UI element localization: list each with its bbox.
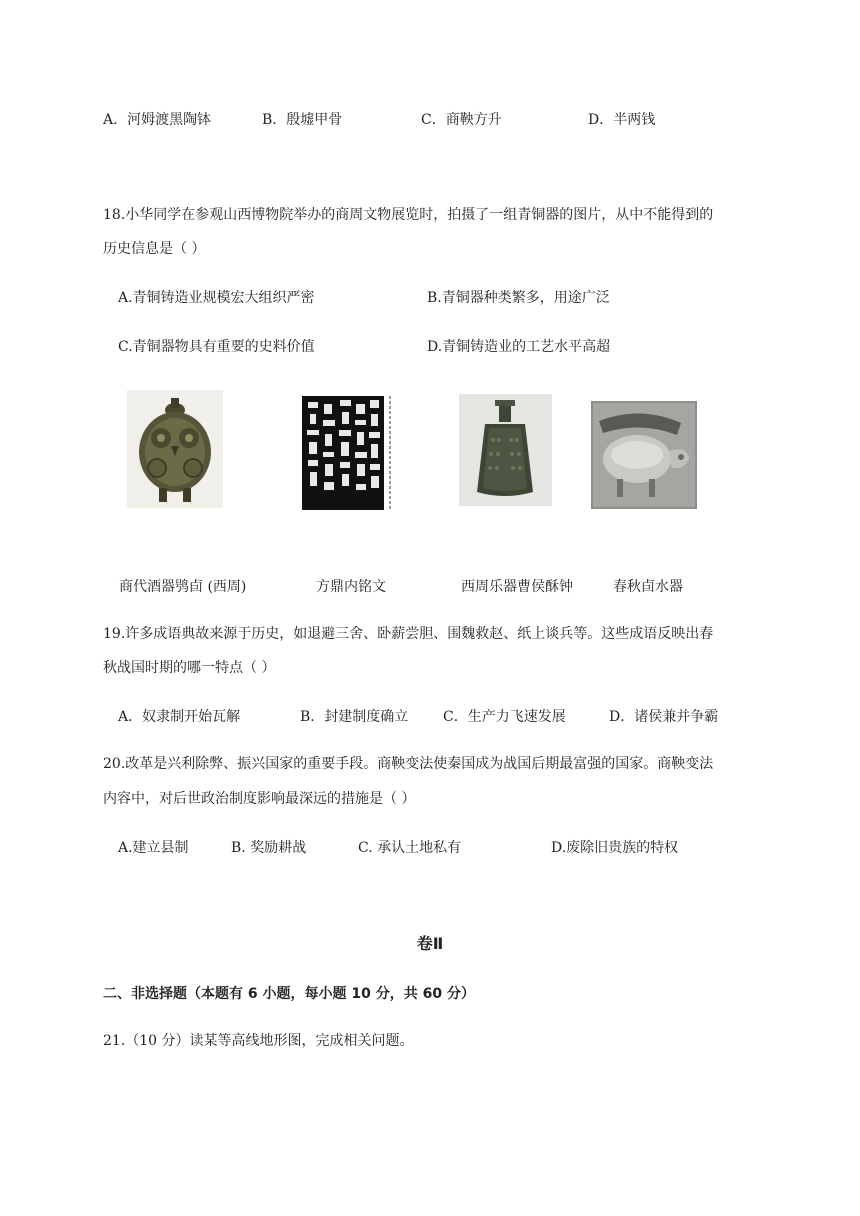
owl-wine-vessel-image <box>127 390 223 508</box>
volume-title: 卷Ⅱ <box>416 934 444 953</box>
bronze-bell-image <box>459 394 552 506</box>
q20-option-d: D.废除旧贵族的特权 <box>551 840 679 856</box>
q19-option-b: B．封建制度确立 <box>300 709 409 725</box>
q18-option-a: A.青铜铸造业规模宏大组织严密 <box>118 290 315 306</box>
q18-option-c: C.青铜器物具有重要的史料价值 <box>118 339 315 355</box>
q20-option-a: A.建立县制 <box>118 840 189 856</box>
q19-option-a: A．奴隶制开始瓦解 <box>118 709 241 725</box>
q19-stem-line1: 19.许多成语典故来源于历史，如退避三舍、卧薪尝胆、围魏救赵、纸上谈兵等。这些成语反映出春 <box>103 626 714 642</box>
q18-option-d: D.青铜铸造业的工艺水平高超 <box>427 339 611 355</box>
q18-stem-line2: 历史信息是（ ） <box>103 241 206 257</box>
q18-option-b: B.青铜器种类繁多，用途广泛 <box>427 290 610 306</box>
water-vessel-image <box>591 401 697 509</box>
image-caption: 春秋卣水器 <box>613 579 683 595</box>
q19-option-c: C．生产力飞速发展 <box>443 709 566 725</box>
image-caption: 西周乐器曹侯酥钟 <box>461 579 573 595</box>
q18-stem-line1: 18.小华同学在参观山西博物院举办的商周文物展览时，拍摄了一组青铜器的图片，从中不能得到的 <box>103 207 714 223</box>
q17-option-b: B．殷墟甲骨 <box>262 112 343 128</box>
q17-option-a: A．河姆渡黑陶钵 <box>103 112 212 128</box>
q17-option-c: C．商鞅方升 <box>421 112 502 128</box>
q17-option-d: D．半两钱 <box>588 112 656 128</box>
q19-option-d: D．诸侯兼并争霸 <box>609 709 719 725</box>
section-heading: 二、非选择题（本题有 6 小题，每小题 10 分，共 60 分） <box>103 986 475 1002</box>
q19-stem-line2: 秋战国时期的哪一特点（ ） <box>103 660 276 676</box>
inscription-rubbing-image <box>298 390 394 514</box>
q20-option-c: C. 承认土地私有 <box>358 840 462 856</box>
q20-option-b: B. 奖励耕战 <box>231 840 307 856</box>
image-caption: 方鼎内铭文 <box>316 579 386 595</box>
q20-stem-line2: 内容中，对后世政治制度影响最深远的措施是（ ） <box>103 791 416 807</box>
image-caption: 商代酒器鸮卣 (西周) <box>119 579 247 595</box>
q21-stem: 21.（10 分）读某等高线地形图，完成相关问题。 <box>103 1033 414 1049</box>
q20-stem-line1: 20.改革是兴利除弊、振兴国家的重要手段。商鞅变法使秦国成为战国后期最富强的国家。商鞅变法 <box>103 756 714 772</box>
